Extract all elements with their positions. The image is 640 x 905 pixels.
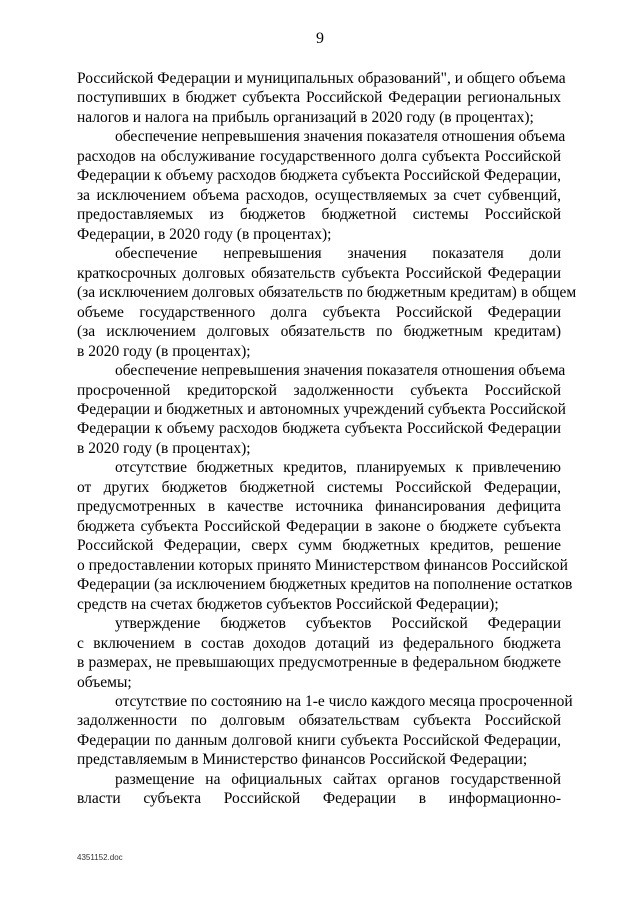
- text-line: в 2020 году (в процентах);: [77, 342, 251, 360]
- text-line: с включением в состав доходов дотаций из федерального бюджета: [77, 634, 561, 652]
- text-line: в размерах, не превышающих предусмотренные в федеральном бюджете: [77, 654, 561, 672]
- text-line: краткосрочных долговых обязательств субъекта Российской Федерации: [77, 264, 561, 282]
- paragraph-first-line: утверждение бюджетов субъектов Российской Федерации: [115, 615, 561, 633]
- text-line: Федерации к объему расходов бюджета субъекта Российской Федерации: [77, 420, 561, 438]
- text-line: средств на счетах бюджетов субъектов Российской Федерации);: [77, 595, 499, 613]
- page-number: 9: [316, 30, 324, 47]
- text-line: объеме государственного долга субъекта Российской Федерации: [77, 303, 561, 321]
- text-line: Федерации к объему расходов бюджета субъекта Российской Федерации,: [77, 167, 561, 185]
- text-line: бюджета субъекта Российской Федерации в законе о бюджете субъекта: [77, 517, 561, 535]
- text-line: задолженности по долговым обязательствам субъекта Российской: [77, 712, 561, 730]
- text-line: просроченной кредиторской задолженности субъекта Российской: [77, 381, 561, 399]
- text-line: Федерации и бюджетных и автономных учреждений субъекта Российской: [77, 400, 566, 418]
- paragraph-first-line: обеспечение непревышения значения показателя отношения объема: [115, 362, 566, 380]
- text-line: (за исключением долговых обязательств по бюджетным кредитам) в общем: [77, 284, 577, 302]
- text-line: в 2020 году (в процентах);: [77, 439, 251, 457]
- text-line: за исключением объема расходов, осуществляемых за счет субвенций,: [77, 186, 561, 204]
- text-line: Федерации (за исключением бюджетных кредитов на пополнение остатков: [77, 576, 573, 594]
- text-line: представляемым в Министерство финансов Российской Федерации;: [77, 751, 528, 769]
- text-line: от других бюджетов бюджетной системы Российской Федерации,: [77, 478, 561, 496]
- paragraph-first-line: отсутствие по состоянию на 1-е число каждого месяца просроченной: [115, 693, 573, 710]
- text-line: объемы;: [77, 673, 132, 691]
- paragraph-first-line: обеспечение непревышения значения показателя доли: [115, 245, 561, 263]
- text-line: о предоставлении которых принято Министерством финансов Российской: [77, 556, 568, 574]
- text-line: Российской Федерации и муниципальных образований", и общего объема: [77, 70, 566, 87]
- text-line: предусмотренных в качестве источника финансирования дефицита: [77, 498, 561, 516]
- paragraph-first-line: размещение на официальных сайтах органов государственной: [115, 770, 561, 788]
- document-filename: 4351152.doc: [77, 853, 123, 862]
- text-line: налогов и налога на прибыль организаций в 2020 году (в процентах);: [77, 108, 534, 126]
- text-line: предоставляемых из бюджетов бюджетной системы Российской: [77, 206, 561, 224]
- text-line: власти субъекта Российской Федерации в информационно-: [77, 790, 561, 808]
- text-line: Федерации, в 2020 году (в процентах);: [77, 225, 332, 243]
- text-line: Федерации по данным долговой книги субъекта Российской Федерации,: [77, 731, 561, 749]
- text-line: расходов на обслуживание государственного долга субъекта Российской: [77, 147, 561, 165]
- paragraph-first-line: обеспечение непревышения значения показателя отношения объема: [115, 128, 566, 146]
- text-line: Российской Федерации, сверх сумм бюджетных кредитов, решение: [77, 537, 561, 555]
- text-line: поступивших в бюджет субъекта Российской Федерации региональных: [77, 89, 561, 107]
- document-body: [77, 69, 577, 809]
- paragraph-first-line: отсутствие бюджетных кредитов, планируемых к привлечению: [115, 459, 561, 477]
- text-line: (за исключением долговых обязательств по бюджетным кредитам): [77, 323, 561, 341]
